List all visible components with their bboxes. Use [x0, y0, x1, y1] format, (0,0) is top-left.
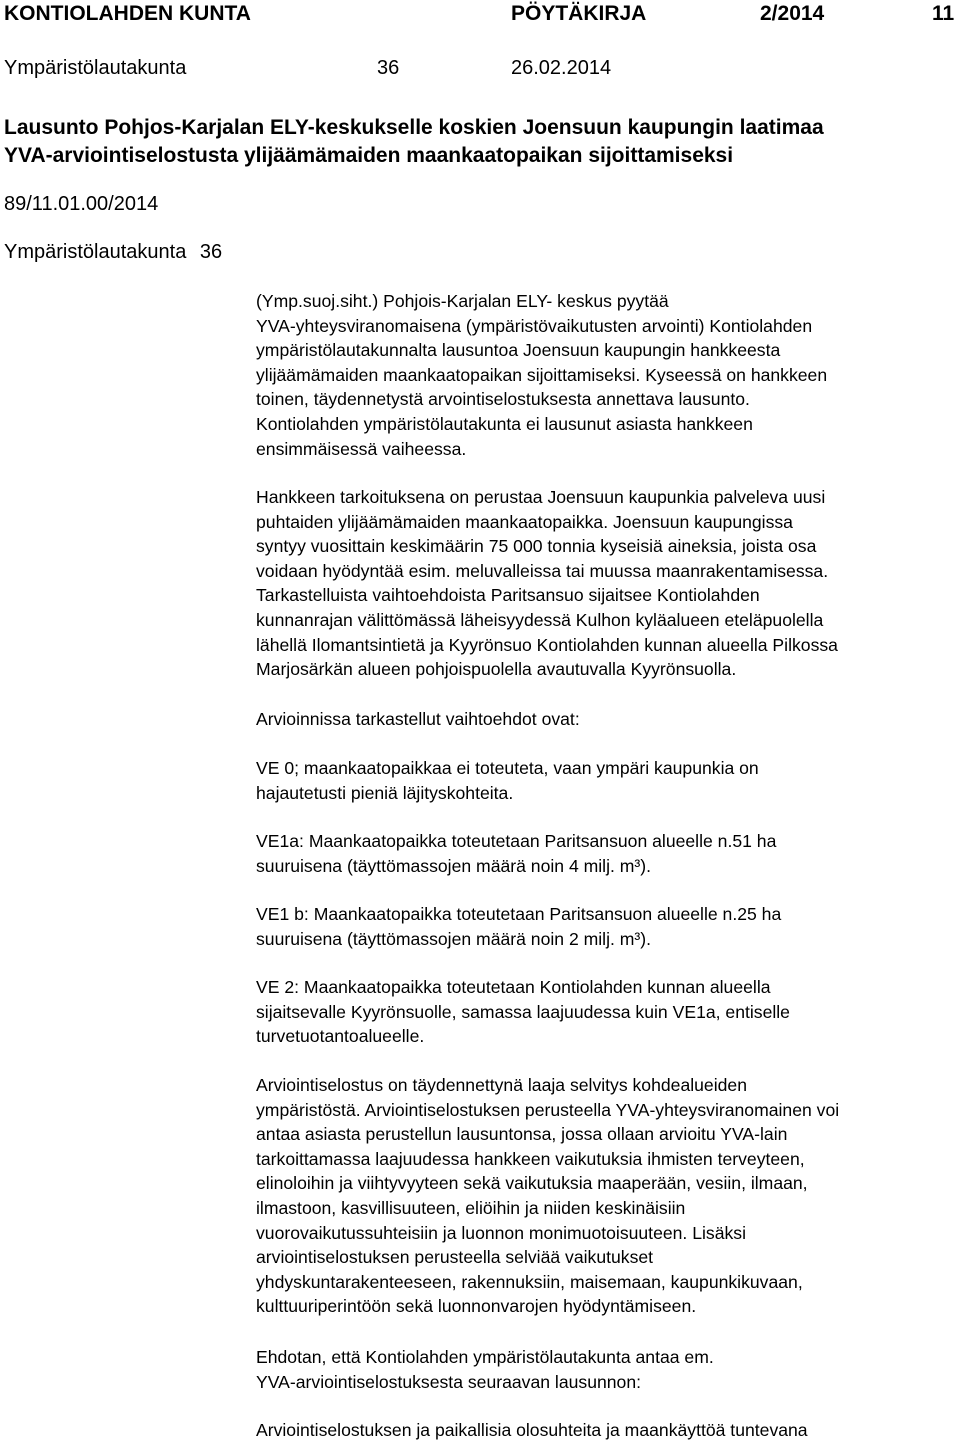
- text-line: antaa asiasta perustellun lausuntonsa, jossa ollaan arvioitu YVA-lain: [256, 1124, 788, 1145]
- paragraph-ve0: [256, 756, 956, 805]
- text-line: Arviointiselostus on täydennettynä laaja selvitys kohdealueiden: [256, 1075, 747, 1095]
- paragraph-project-purpose: [256, 485, 956, 682]
- board-name: Ympäristölautakunta: [4, 57, 187, 79]
- document-type: PÖYTÄKIRJA: [511, 2, 647, 25]
- reference-number: 89/11.01.00/2014: [4, 193, 159, 215]
- paragraph-proposal: [256, 1345, 956, 1394]
- text-line: suuruisena (täyttömassojen määrä noin 2 milj. m³).: [256, 928, 652, 949]
- text-line: Arvioinnissa tarkastellut vaihtoehdot ovat:: [256, 709, 580, 729]
- board-reference: [4, 241, 222, 264]
- paragraph-assessment-summary: [256, 1073, 956, 1319]
- paragraph-ve1a: [256, 829, 956, 878]
- text-line: arviointiselostuksen perusteella selviää vaikutukset: [256, 1247, 654, 1268]
- text-line: voidaan hyödyntää esim. meluvalleissa tai muussa maanrakentamisessa.: [256, 560, 829, 581]
- title-line: Lausunto Pohjos-Karjalan ELY-keskukselle koskien Joensuun kaupungin laatimaa: [4, 116, 824, 139]
- text-line: ympäristöstä. Arviointiselostuksen perusteella YVA-yhteysviranomainen voi: [256, 1099, 840, 1120]
- text-line: ensimmäisessä vaiheessa.: [256, 438, 467, 459]
- text-line: tarkoittamassa laajuudessa hankkeen vaikutuksia ihmisten terveyteen,: [256, 1148, 805, 1169]
- text-line: YVA-yhteysviranomaisena (ympäristövaikutusten arvointi) Kontiolahden: [256, 315, 813, 336]
- text-line: toinen, täydennetystä arvointiselostuksesta annettava lausunto.: [256, 389, 750, 410]
- text-line: ylijäämämaiden maankaatopaikan sijoittamiseksi. Kyseessä on hankkeen: [256, 364, 828, 385]
- text-line: Tarkastelluista vaihtoehdoista Paritsansuo sijaitsee Kontiolahden: [256, 585, 760, 606]
- paragraph-statement-start: [256, 1418, 956, 1443]
- paragraph-alternatives-intro: [256, 707, 956, 732]
- text-line: yhdyskuntarakenteeseen, rakennuksiin, maisemaan, kaupunkikuvaan,: [256, 1271, 803, 1292]
- text-line: lähellä Ilomantsintietä ja Kyyrönsuo Kontiolahden kunnan alueella Pilkossa: [256, 634, 838, 655]
- text-line: ympäristölautakunnalta lausuntoa Joensuun kaupungin hankkeesta: [256, 340, 781, 361]
- text-line: ilmastoon, kasvillisuuteen, eliöihin ja niiden keskinäisiin: [256, 1197, 686, 1218]
- title-line: YVA-arviointiselostusta ylijäämämaiden maankaatopaikan sijoittamiseksi: [4, 144, 734, 167]
- text-line: VE1a: Maankaatopaikka toteutetaan Paritsansuon alueelle n.51 ha: [256, 831, 777, 851]
- text-line: turvetuotantoalueelle.: [256, 1026, 425, 1047]
- text-line: syntyy vuosittain keskimäärin 75 000 tonnia kyseisiä aineksia, joista osa: [256, 536, 817, 557]
- section-number: 36: [377, 57, 400, 79]
- page-number: 11: [932, 2, 955, 25]
- text-line: VE 2: Maankaatopaikka toteutetaan Kontiolahden kunnan alueella: [256, 977, 771, 997]
- document-title: [4, 114, 824, 170]
- text-line: YVA-arviointiselostuksesta seuraavan lausunnon:: [256, 1371, 642, 1392]
- text-line: suuruisena (täyttömassojen määrä noin 4 milj. m³).: [256, 855, 652, 876]
- text-line: VE1 b: Maankaatopaikka toteutetaan Paritsansuon alueelle n.25 ha: [256, 904, 782, 924]
- board-reference-section: 36: [199, 241, 223, 263]
- text-line: kulttuuriperintöön sekä luonnonvarojen hyödyntämiseen.: [256, 1296, 697, 1317]
- text-line: (Ymp.suoj.siht.) Pohjois-Karjalan ELY- keskus pyytää: [256, 291, 669, 311]
- municipality-name: KONTIOLAHDEN KUNTA: [4, 2, 251, 25]
- text-line: vuorovaikutussuhteisiin ja luonnon monimuotoisuuteen. Lisäksi: [256, 1222, 746, 1243]
- paragraph-ve1b: [256, 902, 956, 951]
- text-line: elinoloihin ja viihtyvyyteen sekä vaikutuksia maaperään, vesiin, ilmaan,: [256, 1173, 808, 1194]
- text-line: Arviointiselostuksen ja paikallisia olosuhteita ja maankäyttöä tuntevana: [256, 1420, 808, 1440]
- text-line: Hankkeen tarkoituksena on perustaa Joensuun kaupunkia palveleva uusi: [256, 487, 826, 507]
- text-line: VE 0; maankaatopaikkaa ei toteuteta, vaan ympäri kaupunkia on: [256, 758, 759, 778]
- paragraph-request: [256, 289, 956, 461]
- document-number: 2/2014: [760, 2, 825, 25]
- text-line: hajautetusti pieniä läjityskohteita.: [256, 782, 514, 803]
- text-line: Kontiolahden ympäristölautakunta ei lausunut asiasta hankkeen: [256, 413, 753, 434]
- text-line: Marjosärkän alueen pohjoispuolella avautuvalla Kyyrönsuolla.: [256, 659, 737, 680]
- board-reference-name: Ympäristölautakunta: [4, 241, 187, 263]
- text-line: puhtaiden ylijäämämaiden maankaatopaikka. Joensuun kaupungissa: [256, 511, 793, 532]
- text-line: kunnanrajan välittömässä läheisyydessä Kulhon kyläalueen eteläpuolella: [256, 609, 824, 630]
- paragraph-ve2: [256, 975, 956, 1049]
- meeting-date: 26.02.2014: [511, 57, 612, 79]
- text-line: Ehdotan, että Kontiolahden ympäristölautakunta antaa em.: [256, 1347, 714, 1367]
- text-line: sijaitsevalle Kyyrönsuolle, samassa laajuudessa kuin VE1a, entiselle: [256, 1001, 790, 1022]
